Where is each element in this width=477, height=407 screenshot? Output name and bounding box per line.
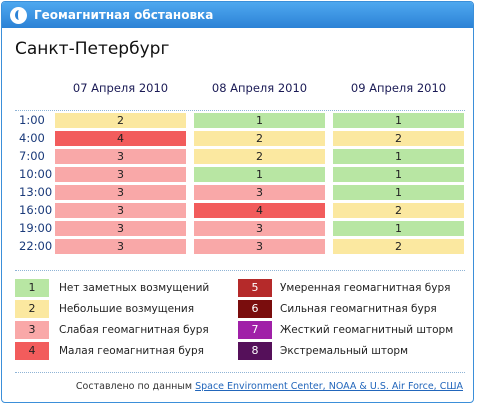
legend-swatch-1: 1	[15, 279, 49, 297]
time-label: 22:00	[19, 239, 53, 253]
source-link[interactable]: Space Environment Center, NOAA & U.S. Air Force, США	[195, 381, 463, 392]
kp-cell: 2	[333, 239, 464, 254]
kp-cell: 2	[55, 113, 186, 128]
divider-bottom	[15, 372, 465, 373]
date-header-2: 08 Апреля 2010	[211, 81, 308, 95]
kp-cell: 2	[333, 131, 464, 146]
kp-cell: 3	[55, 203, 186, 218]
footer-prefix: Составлено по данным	[75, 381, 193, 392]
kp-cell: 3	[55, 221, 186, 236]
divider-top	[15, 110, 465, 111]
time-label: 4:00	[19, 131, 45, 145]
kp-cell: 1	[333, 167, 464, 182]
date-header-1: 07 Апреля 2010	[72, 81, 169, 95]
geomagnetic-widget	[1, 1, 474, 403]
kp-cell: 3	[55, 167, 186, 182]
legend-swatch-4: 4	[15, 342, 49, 360]
widget-header	[2, 2, 473, 28]
kp-cell: 4	[55, 131, 186, 146]
time-label: 16:00	[19, 203, 53, 217]
kp-cell: 3	[55, 239, 186, 254]
time-label: 7:00	[19, 149, 45, 163]
time-label: 1:00	[19, 113, 45, 127]
logo-icon	[10, 7, 27, 24]
time-label: 10:00	[19, 167, 53, 181]
legend-label-5: Умеренная геомагнитная буря	[280, 282, 451, 294]
kp-cell: 3	[194, 239, 325, 254]
legend-label-7: Жесткий геомагнитный шторм	[280, 324, 454, 336]
legend-swatch-7: 7	[238, 321, 272, 339]
kp-cell: 4	[194, 203, 325, 218]
legend-label-3: Слабая геомагнитная буря	[59, 324, 209, 336]
kp-cell: 2	[333, 203, 464, 218]
legend-label-4: Малая геомагнитная буря	[59, 345, 204, 357]
legend-swatch-5: 5	[238, 279, 272, 297]
legend-label-2: Небольшие возмущения	[59, 303, 195, 315]
kp-cell: 3	[55, 149, 186, 164]
kp-cell: 3	[194, 185, 325, 200]
legend-label-6: Сильная геомагнитная буря	[280, 303, 437, 315]
time-label: 13:00	[19, 185, 53, 199]
kp-cell: 1	[333, 221, 464, 236]
kp-cell: 1	[333, 113, 464, 128]
divider-middle	[15, 270, 465, 271]
kp-cell: 1	[333, 185, 464, 200]
legend-swatch-3: 3	[15, 321, 49, 339]
footer-credit	[2, 381, 463, 392]
kp-cell: 1	[333, 149, 464, 164]
legend-label-1: Нет заметных возмущений	[59, 282, 210, 294]
kp-cell: 1	[194, 167, 325, 182]
city-title: Санкт-Петербург	[15, 39, 170, 59]
legend-swatch-6: 6	[238, 300, 272, 318]
kp-cell: 1	[194, 113, 325, 128]
time-label: 19:00	[19, 221, 53, 235]
kp-cell: 3	[55, 185, 186, 200]
widget-title: Геомагнитная обстановка	[34, 8, 214, 22]
legend-swatch-8: 8	[238, 342, 272, 360]
legend-swatch-2: 2	[15, 300, 49, 318]
kp-cell: 3	[194, 221, 325, 236]
kp-cell: 2	[194, 149, 325, 164]
legend-label-8: Экстремальный шторм	[280, 345, 408, 357]
date-header-3: 09 Апреля 2010	[350, 81, 447, 95]
kp-cell: 2	[194, 131, 325, 146]
